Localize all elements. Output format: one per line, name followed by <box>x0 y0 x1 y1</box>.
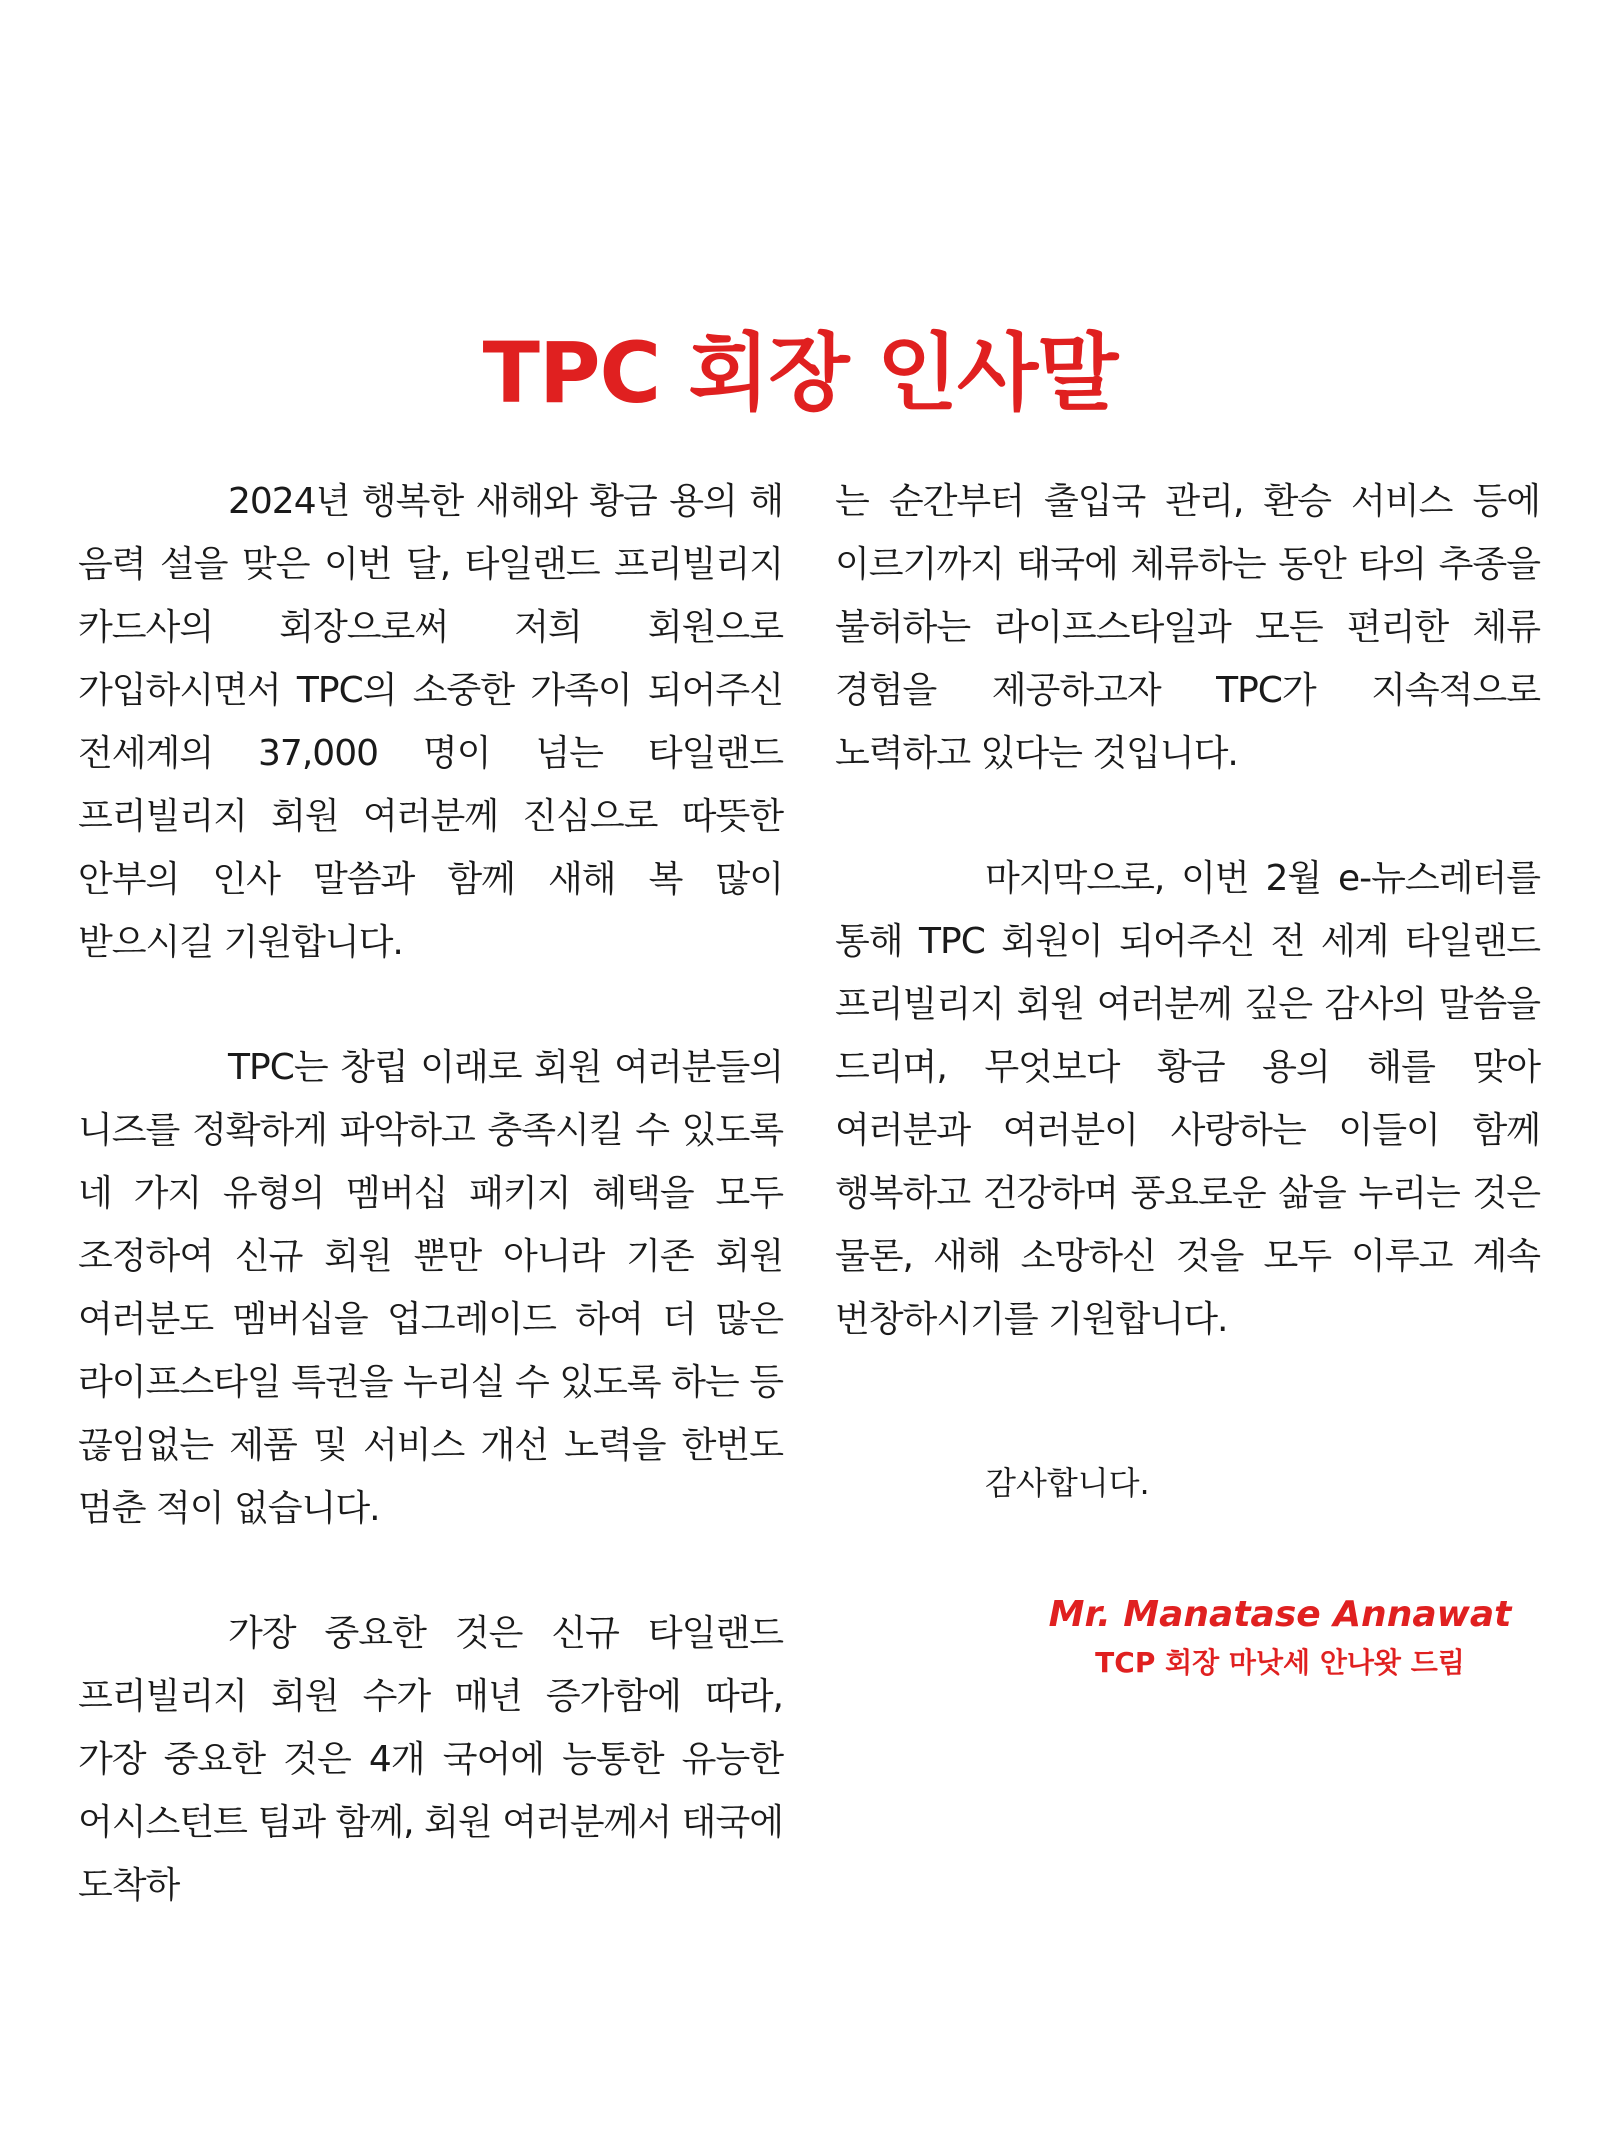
paragraph-membership-improvements: TPC는 창립 이래로 회원 여러분들의 니즈를 정확하게 파악하고 충족시킬 수 있도록 네 가지 유형의 멤버십 패키지 혜택을 모두 조정하여 신규 회원 뿐만 아니라 기존 회원 여러분도 멤버십을 업그레이드 하여 더 많은 라이프스타일 특권을 누리실 수 있도록 하는 등 끊임없는 제품 및 서비스 개선 노력을 한번도 멈춘 적이 없습니다. <box>78 1047 783 1529</box>
page-title: TPC 회장 인사말 <box>482 324 1118 422</box>
left-column <box>78 470 783 1979</box>
paragraph-assistant-team: 가장 중요한 것은 신규 타일랜드 프리빌리지 회원 수가 매년 증가함에 따라, 가장 중요한 것은 4개 국어에 능통한 유능한 어시스턴트 팀과 함께, 회원 여러분께서 태국에 도착하 <box>78 1613 783 1906</box>
right-column <box>835 470 1540 1413</box>
signature-role: TCP 회장 마낫세 안나왓 드림 <box>1095 1646 1465 1679</box>
paragraph-new-year-greeting: 2024년 행복한 새해와 황금 용의 해 음력 설을 맞은 이번 달, 타일랜드 프리빌리지 카드사의 회장으로써 저희 회원으로 가입하시면서 TPC의 소중한 가족이 되어주신 전세계의 37,000 명이 넘는 타일랜드 프리빌리지 회원 여러분께 진심으로 따뜻한 안부의 인사 말씀과 함께 새해 복 많이 받으시길 기원합니다. <box>78 481 783 963</box>
paragraph-closing: 마지막으로, 이번 2월 e-뉴스레터를 통해 TPC 회원이 되어주신 전 세계 타일랜드 프리빌리지 회원 여러분께 깊은 감사의 말씀을 드리며, 무엇보다 황금 용의 해를 맞아 여러분과 여러분이 사랑하는 이들이 함께 행복하고 건강하며 풍요로운 삶을 누리는 것은 물론, 새해 소망하신 것을 모두 이루고 계속 번창하시기를 기원합니다. <box>835 858 1540 1340</box>
signature-name: Mr. Manatase Annawat <box>1048 1594 1512 1635</box>
signature-block <box>1000 1590 1560 1686</box>
thanks-text: 감사합니다. <box>985 1464 1150 1502</box>
paragraph-continued: 는 순간부터 출입국 관리, 환승 서비스 등에 이르기까지 태국에 체류하는 동안 타의 추종을 불허하는 라이프스타일과 모든 편리한 체류 경험을 제공하고자 TPC가 지속적으로 노력하고 있다는 것입니다. <box>835 481 1540 774</box>
